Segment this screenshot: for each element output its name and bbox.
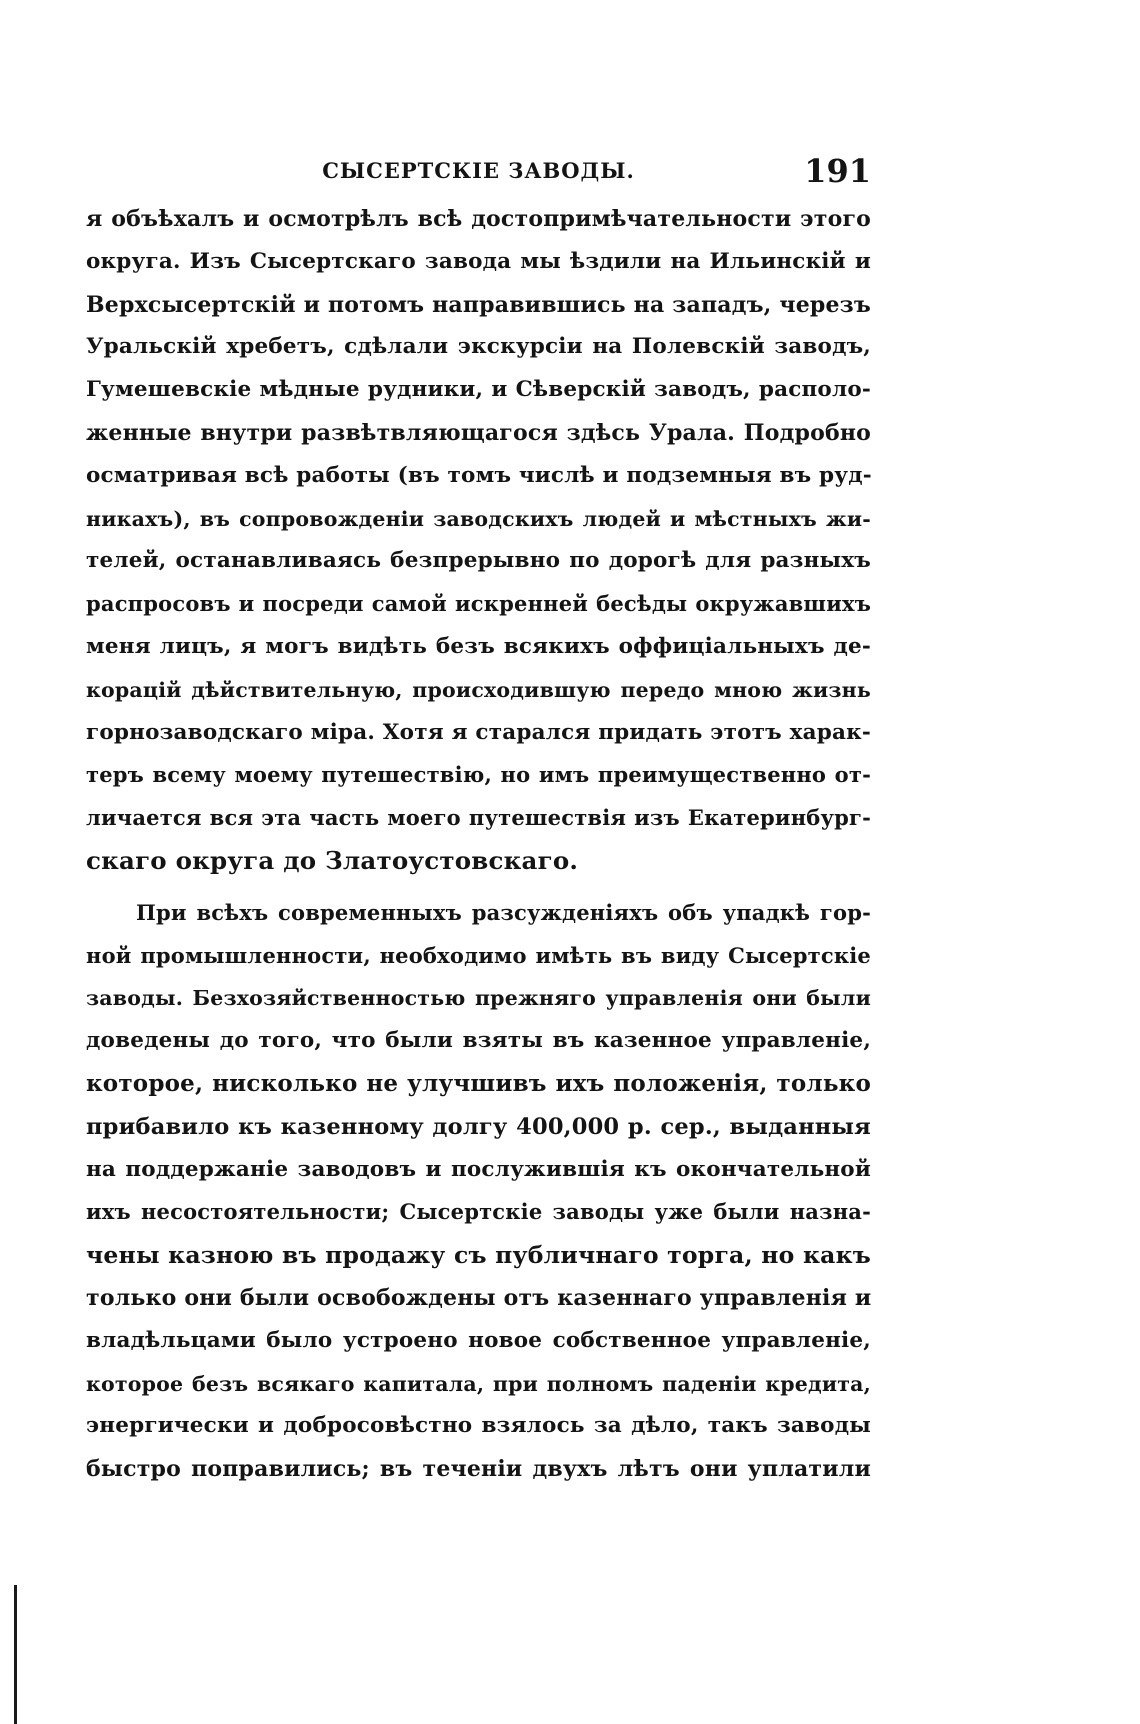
text-line: корацій дѣйствительную, происходившую передо мною жизнь (86, 677, 871, 702)
text-line: быстро поправились; въ теченіи двухъ лѣтъ они уплатили (86, 1456, 871, 1483)
page-number: 191 (804, 152, 871, 190)
text-line: телей, останавливаясь безпрерывно по дорогѣ для разныхъ (86, 548, 871, 574)
text-line: только они были освобождены отъ казеннаго управленія и (86, 1284, 872, 1311)
paragraph-gap (86, 883, 871, 892)
page-header (86, 152, 871, 192)
text-line: Гумешевскіе мѣдные рудники, и Сѣверскій заводъ, располо- (86, 377, 871, 403)
text-line: на поддержаніе заводовъ и послужившія къ окончательной (86, 1156, 871, 1182)
text-line: доведены до того, что были взяты въ казенное управленіе, (86, 1028, 871, 1054)
text-line: ной промышленности, необходимо имѣть въ виду Сысертскіе (86, 942, 871, 968)
text-line: Уральскій хребетъ, сдѣлали экскурсіи на Полевскій заводъ, (86, 334, 871, 360)
text-line: ихъ несостоятельности; Сысертскіе заводы уже были назна- (86, 1199, 871, 1225)
paragraph-2 (86, 892, 871, 1491)
body-text (86, 198, 871, 1491)
text-line: распросовъ и посреди самой искренней бесѣды окружавшихъ (86, 591, 871, 617)
text-line: При всѣхъ современныхъ разсужденіяхъ объ упадкѣ гор- (136, 899, 871, 925)
paragraph-1 (86, 198, 871, 883)
text-line: никахъ), въ сопровожденіи заводскихъ людей и мѣстныхъ жи- (86, 506, 871, 531)
text-line: личается вся эта часть моего путешествія изъ Екатеринбург- (86, 805, 871, 831)
text-line: энергически и добросовѣстно взялось за дѣло, такъ заводы (86, 1413, 871, 1439)
text-line: горнозаводскаго міра. Хотя я старался придать этотъ харак- (86, 719, 871, 745)
text-line: осматривая всѣ работы (въ томъ числѣ и подземныя въ руд- (86, 462, 872, 488)
text-line: владѣльцами было устроено новое собственное управленіе, (86, 1327, 871, 1353)
text-line: теръ всему моему путешествію, но имъ преимущественно от- (86, 762, 871, 788)
text-line: Верхсысертскій и потомъ направившись на западъ, черезъ (86, 291, 871, 318)
text-line: заводы. Безхозяйственностью прежняго управленія они были (86, 986, 871, 1011)
running-head: СЫСЕРТСКІЕ ЗАВОДЫ. (322, 158, 635, 183)
text-line: прибавило къ казенному долгу 400,000 р. сер., выданныя (86, 1113, 871, 1140)
text-line: скаго округа до Златоустовскаго. (86, 845, 579, 875)
text-line: меня лицъ, я могъ видѣть безъ всякихъ оффиціальныхъ де- (86, 633, 871, 659)
text-line: я объѣхалъ и осмотрѣлъ всѣ достопримѣчательности этого (86, 206, 871, 232)
text-line: которое безъ всякаго капитала, при полномъ паденіи кредита, (86, 1371, 871, 1396)
text-line: округа. Изъ Сысертскаго завода мы ѣздили на Ильинскій и (86, 248, 871, 274)
text-line: которое, нисколько не улучшивъ ихъ положенія, только (86, 1069, 871, 1097)
page-edge-line (14, 1585, 17, 1724)
text-line: женные внутри развѣтвляющагося здѣсь Урала. Подробно (86, 419, 871, 446)
text-line: чены казною въ продажу съ публичнаго торга, но какъ (86, 1241, 871, 1270)
